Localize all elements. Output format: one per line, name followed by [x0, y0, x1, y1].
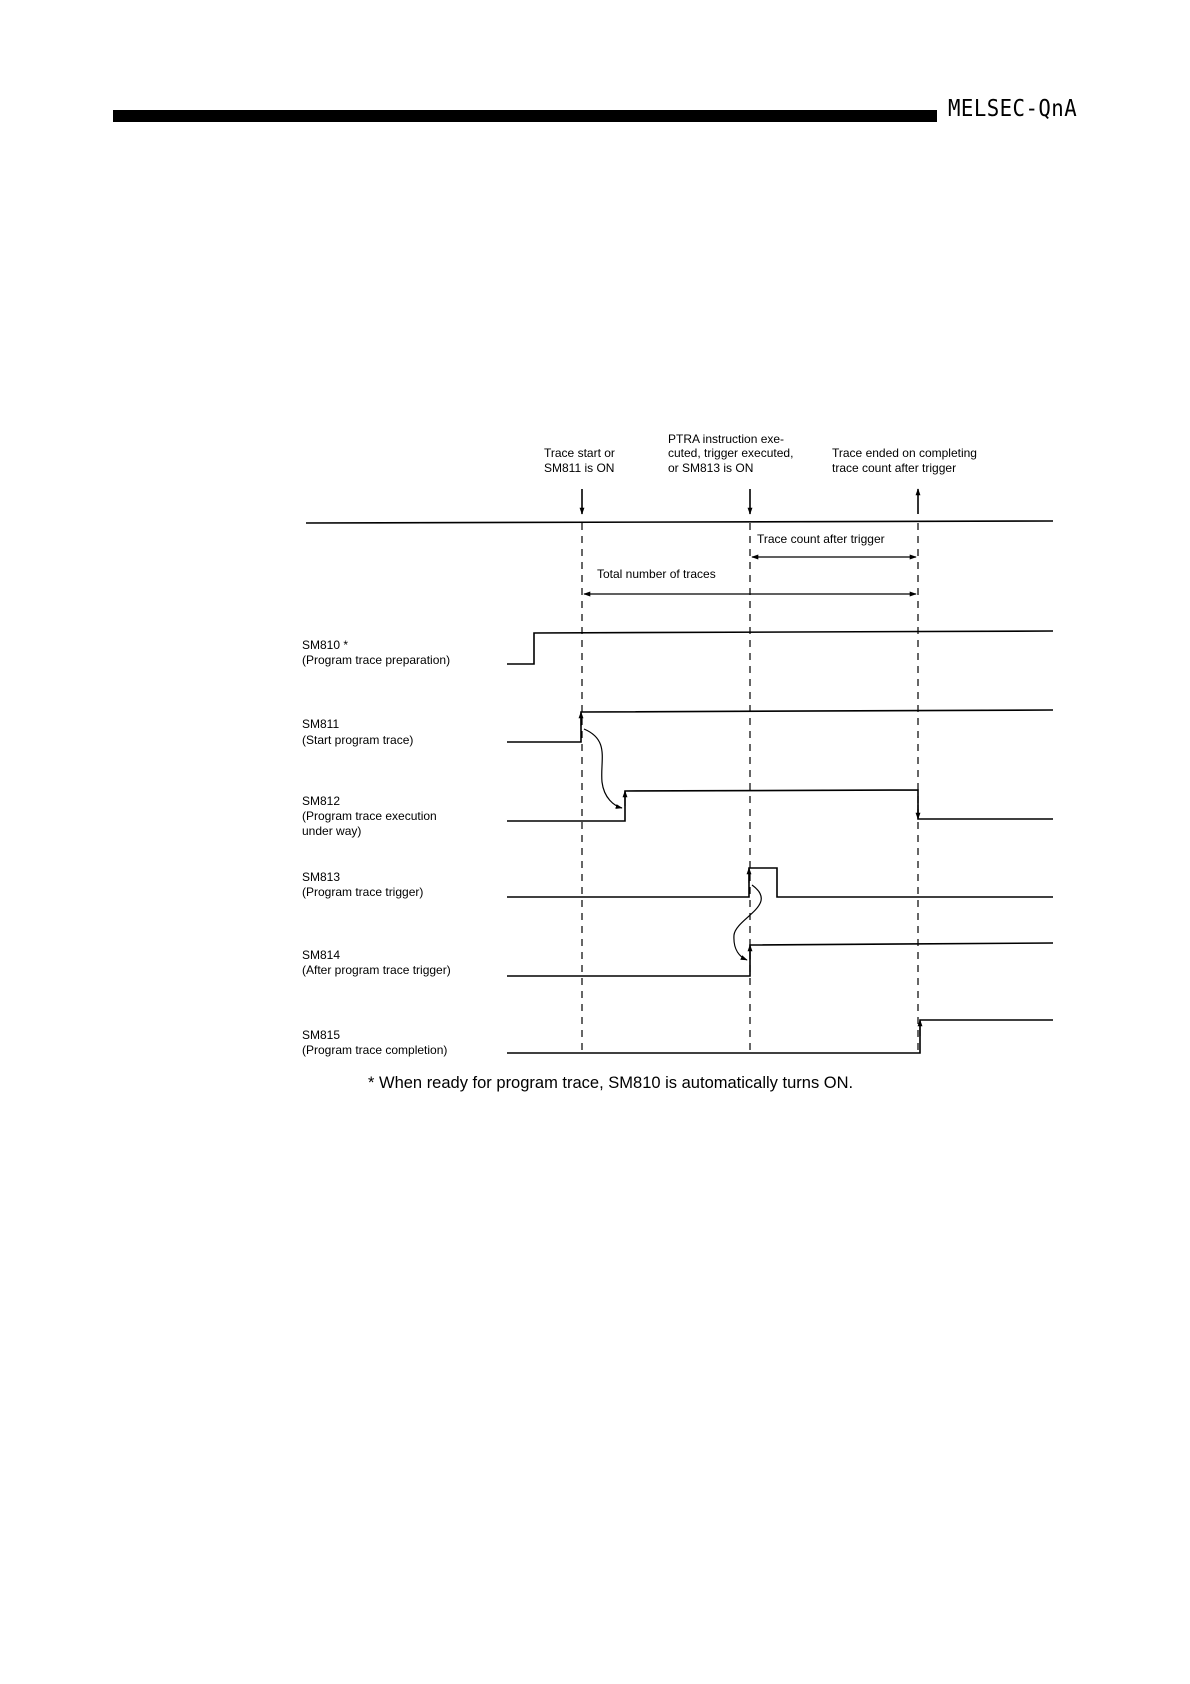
baseline — [306, 521, 1053, 523]
span-after-trigger-label: Trace count after trigger — [757, 532, 885, 546]
sm812-waveform — [507, 790, 1053, 821]
event-trace-start-line1: Trace start or — [544, 446, 615, 460]
sm813-waveform — [507, 868, 1053, 897]
event-trigger-line1: PTRA instruction exe- — [668, 432, 785, 446]
sm815-waveform — [507, 1020, 1053, 1053]
sm811-to-sm812-curve — [584, 729, 622, 808]
event-trigger-line2: cuted, trigger executed, — [668, 446, 794, 460]
signal-sm815-name: SM815 — [302, 1028, 341, 1042]
signal-sm811-name: SM811 — [302, 717, 340, 731]
span-total-label: Total number of traces — [597, 567, 716, 581]
signal-sm814-desc: (After program trace trigger) — [302, 963, 451, 977]
signal-sm812-desc-line2: under way) — [302, 824, 362, 838]
signal-sm810-name: SM810 * — [302, 638, 349, 652]
sm810-waveform — [507, 631, 1053, 664]
brand-label: MELSEC-QnA — [948, 96, 1078, 122]
event-trace-end-line1: Trace ended on completing — [832, 446, 977, 460]
signal-sm813-name: SM813 — [302, 870, 341, 884]
signal-sm810-desc: (Program trace preparation) — [302, 653, 451, 667]
signal-sm813-desc: (Program trace trigger) — [302, 885, 424, 899]
event-trace-end-line2: trace count after trigger — [832, 461, 957, 475]
signal-sm815-desc: (Program trace completion) — [302, 1043, 448, 1057]
footnote: * When ready for program trace, SM810 is automatically turns ON. — [368, 1074, 854, 1092]
event-trigger-line3: or SM813 is ON — [668, 461, 754, 475]
sm811-waveform — [507, 710, 1053, 742]
signal-sm812-name: SM812 — [302, 794, 341, 808]
signal-sm812-desc-line1: (Program trace execution — [302, 809, 437, 823]
sm814-waveform — [507, 943, 1053, 976]
signal-sm811-desc: (Start program trace) — [302, 733, 414, 747]
signal-sm814-name: SM814 — [302, 948, 341, 962]
event-trace-start-line2: SM811 is ON — [544, 461, 615, 475]
